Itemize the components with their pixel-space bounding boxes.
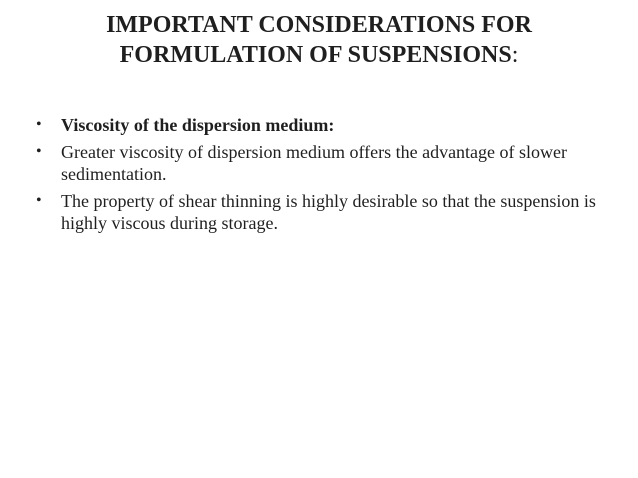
slide-title bbox=[40, 10, 598, 70]
bullet-dot-icon: • bbox=[36, 143, 42, 160]
bullet-text: Viscosity of the dispersion medium: bbox=[61, 115, 335, 135]
bullet-item bbox=[36, 141, 606, 185]
bullet-dot-icon: • bbox=[36, 116, 42, 133]
slide-title-line1: IMPORTANT CONSIDERATIONS FOR bbox=[106, 12, 532, 38]
bullet-item bbox=[36, 114, 606, 136]
slide-title-colon: : bbox=[511, 42, 519, 68]
bullet-item bbox=[36, 190, 606, 234]
bullet-list bbox=[36, 114, 606, 239]
slide-title-line2: FORMULATION OF SUSPENSIONS bbox=[119, 42, 512, 68]
bullet-text: The property of shear thinning is highly desirable so that the suspension is highly viscous during storage. bbox=[61, 191, 596, 233]
bullet-dot-icon: • bbox=[36, 192, 42, 209]
bullet-text: Greater viscosity of dispersion medium offers the advantage of slower sedimentation. bbox=[61, 142, 568, 184]
